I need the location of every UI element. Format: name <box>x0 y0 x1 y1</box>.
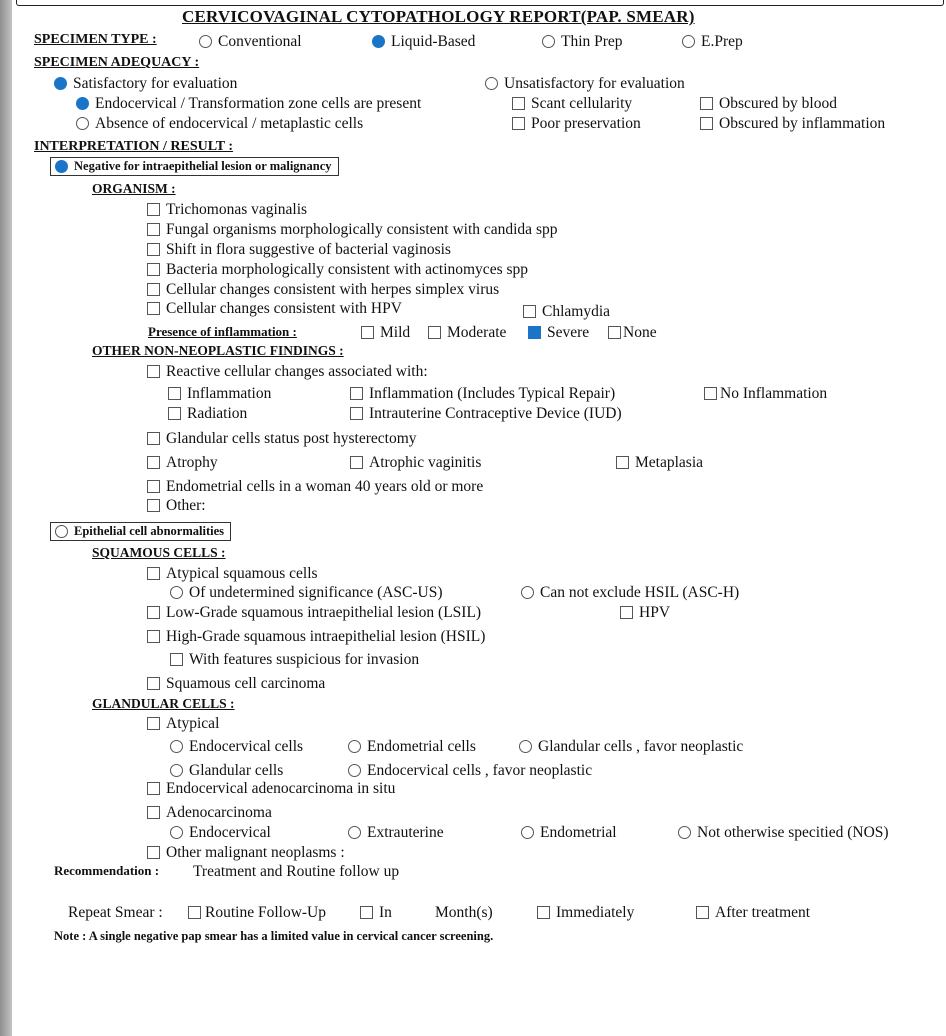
lsil-checkbox[interactable]: Low-Grade squamous intraepithelial lesion (LSIL) <box>147 605 481 621</box>
hpv-changes-checkbox[interactable]: Cellular changes consistent with HPV <box>147 301 402 317</box>
screening-note: Note : A single negative pap smear has a limited value in cervical cancer screening. <box>54 929 494 943</box>
adenocarcinoma-checkbox[interactable]: Adenocarcinoma <box>147 805 272 821</box>
glandular-cells-label: GLANDULAR CELLS : <box>92 696 235 711</box>
interpretation-label: INTERPRETATION / RESULT : <box>34 139 234 154</box>
checkbox-icon <box>147 283 160 296</box>
atypical-squamous-checkbox[interactable]: Atypical squamous cells <box>147 566 318 582</box>
radio-icon <box>485 77 498 90</box>
radio-icon <box>521 586 534 599</box>
after-treatment-checkbox[interactable]: After treatment <box>696 905 810 921</box>
adeno-endometrial-option[interactable]: Endometrial <box>521 825 617 841</box>
checkbox-icon <box>700 97 713 110</box>
obscured-inflammation-checkbox[interactable]: Obscured by inflammation <box>700 116 885 132</box>
adeno-extrauterine-option[interactable]: Extrauterine <box>348 825 444 841</box>
checkbox-icon <box>147 630 160 643</box>
specimen-liquid-based-option[interactable]: Liquid-Based <box>372 34 475 50</box>
checkbox-icon <box>188 906 201 919</box>
radio-icon <box>678 826 691 839</box>
checkbox-icon <box>147 302 160 315</box>
checkbox-icon <box>512 117 525 130</box>
inflammation-repair-checkbox[interactable]: Inflammation (Includes Typical Repair) <box>350 386 615 402</box>
checkbox-icon <box>147 243 160 256</box>
glandular-favor-neoplastic-option[interactable]: Glandular cells , favor neoplastic <box>519 739 743 755</box>
checkbox-icon <box>147 846 160 859</box>
inflammation-severe-checkbox[interactable]: Severe <box>528 325 589 341</box>
adeno-endocervical-option[interactable]: Endocervical <box>170 825 271 841</box>
immediately-checkbox[interactable]: Immediately <box>537 905 634 921</box>
endocervical-favor-neoplastic-option[interactable]: Endocervical cells , favor neoplastic <box>348 763 592 779</box>
hpv-checkbox[interactable]: HPV <box>620 605 670 621</box>
checkbox-icon <box>360 906 373 919</box>
radiation-checkbox[interactable]: Radiation <box>168 406 247 422</box>
months-label: Month(s) <box>435 904 493 921</box>
radio-selected-icon <box>55 160 68 173</box>
radio-icon <box>55 525 68 538</box>
squamous-carcinoma-checkbox[interactable]: Squamous cell carcinoma <box>147 676 325 692</box>
asc-h-option[interactable]: Can not exclude HSIL (ASC-H) <box>521 585 739 601</box>
radio-icon <box>519 740 532 753</box>
inflammation-none-checkbox[interactable]: None <box>608 325 657 341</box>
adenocarcinoma-in-situ-checkbox[interactable]: Endocervical adenocarcinoma in situ <box>147 781 395 797</box>
checkbox-icon <box>147 203 160 216</box>
radio-selected-icon <box>372 35 385 48</box>
radio-icon <box>76 117 89 130</box>
poor-preservation-checkbox[interactable]: Poor preservation <box>512 116 641 132</box>
radio-icon <box>682 35 695 48</box>
inflammation-mild-checkbox[interactable]: Mild <box>361 325 410 341</box>
checkbox-icon <box>537 906 550 919</box>
radio-icon <box>170 826 183 839</box>
checkbox-icon <box>170 653 183 666</box>
repeat-in-checkbox[interactable]: In <box>360 905 392 921</box>
checkbox-icon <box>147 717 160 730</box>
bacterial-vaginosis-checkbox[interactable]: Shift in flora suggestive of bacterial vaginosis <box>147 242 451 258</box>
glandular-cells-option[interactable]: Glandular cells <box>170 763 283 779</box>
reactive-inflammation-checkbox[interactable]: Inflammation <box>168 386 271 402</box>
other-findings-checkbox[interactable]: Other: <box>147 498 206 514</box>
metaplasia-checkbox[interactable]: Metaplasia <box>616 455 703 471</box>
glandular-post-hysterectomy-checkbox[interactable]: Glandular cells status post hysterectomy <box>147 431 417 447</box>
obscured-blood-checkbox[interactable]: Obscured by blood <box>700 96 837 112</box>
checkbox-icon <box>512 97 525 110</box>
atrophic-vaginitis-checkbox[interactable]: Atrophic vaginitis <box>350 455 481 471</box>
radio-icon <box>348 740 361 753</box>
unsatisfactory-option[interactable]: Unsatisfactory for evaluation <box>485 76 685 92</box>
checkbox-icon <box>616 456 629 469</box>
specimen-eprep-option[interactable]: E.Prep <box>682 34 743 50</box>
report-page <box>12 0 946 1036</box>
checkbox-icon <box>704 387 717 400</box>
no-inflammation-checkbox[interactable]: No Inflammation <box>704 386 827 402</box>
chlamydia-checkbox[interactable]: Chlamydia <box>523 304 610 320</box>
checkbox-icon <box>147 456 160 469</box>
actinomyces-checkbox[interactable]: Bacteria morphologically consistent with actinomyces spp <box>147 262 528 278</box>
invasion-checkbox[interactable]: With features suspicious for invasion <box>170 652 419 668</box>
radio-selected-icon <box>54 77 67 90</box>
routine-followup-checkbox[interactable]: Routine Follow-Up <box>188 905 326 921</box>
checkbox-icon <box>147 499 160 512</box>
checkbox-icon <box>361 326 374 339</box>
herpes-checkbox[interactable]: Cellular changes consistent with herpes simplex virus <box>147 282 499 298</box>
trichomonas-checkbox[interactable]: Trichomonas vaginalis <box>147 202 307 218</box>
radio-icon <box>542 35 555 48</box>
header-frame <box>16 0 944 6</box>
radio-icon <box>170 764 183 777</box>
checkbox-icon <box>147 782 160 795</box>
glandular-atypical-checkbox[interactable]: Atypical <box>147 716 219 732</box>
checkbox-checked-icon <box>528 326 541 339</box>
checkbox-icon <box>147 223 160 236</box>
recommendation-label: Recommendation : <box>54 863 160 878</box>
epithelial-abnormalities-option[interactable]: Epithelial cell abnormalities <box>50 522 231 541</box>
iud-checkbox[interactable]: Intrauterine Contraceptive Device (IUD) <box>350 406 622 422</box>
checkbox-icon <box>147 567 160 580</box>
radio-icon <box>170 586 183 599</box>
checkbox-icon <box>350 456 363 469</box>
satisfactory-option[interactable]: Satisfactory for evaluation <box>54 76 237 92</box>
adeno-nos-option[interactable]: Not otherwise specitied (NOS) <box>678 825 889 841</box>
atrophy-checkbox[interactable]: Atrophy <box>147 455 218 471</box>
viewer-shadow <box>0 0 12 1036</box>
other-malignant-checkbox[interactable]: Other malignant neoplasms : <box>147 845 345 861</box>
checkbox-icon <box>147 480 160 493</box>
organism-label: ORGANISM : <box>92 181 176 196</box>
checkbox-icon <box>700 117 713 130</box>
radio-selected-icon <box>76 97 89 110</box>
checkbox-icon <box>523 305 536 318</box>
recommendation-value: Treatment and Routine follow up <box>193 863 400 880</box>
radio-icon <box>348 826 361 839</box>
checkbox-icon <box>147 806 160 819</box>
checkbox-icon <box>147 263 160 276</box>
repeat-smear-label: Repeat Smear : <box>68 904 163 921</box>
specimen-conventional-option[interactable]: Conventional <box>199 34 302 50</box>
asc-us-option[interactable]: Of undetermined significance (ASC-US) <box>170 585 443 601</box>
checkbox-icon <box>168 407 181 420</box>
scant-cellularity-checkbox[interactable]: Scant cellularity <box>512 96 632 112</box>
checkbox-icon <box>350 407 363 420</box>
checkbox-icon <box>608 326 621 339</box>
non-neoplastic-label: OTHER NON-NEOPLASTIC FINDINGS : <box>92 343 344 358</box>
checkbox-icon <box>168 387 181 400</box>
checkbox-icon <box>147 677 160 690</box>
checkbox-icon <box>428 326 441 339</box>
checkbox-icon <box>696 906 709 919</box>
specimen-type-label: SPECIMEN TYPE : <box>34 32 157 47</box>
squamous-cells-label: SQUAMOUS CELLS : <box>92 545 226 560</box>
inflammation-presence-label: Presence of inflammation : <box>148 324 297 339</box>
report-title: CERVICOVAGINAL CYTOPATHOLOGY REPORT(PAP. SMEAR) <box>182 7 695 26</box>
negative-option[interactable]: Negative for intraepithelial lesion or malignancy <box>50 157 339 176</box>
endocervical-absent-option[interactable]: Absence of endocervical / metaplastic cells <box>76 116 363 132</box>
candida-checkbox[interactable]: Fungal organisms morphologically consistent with candida spp <box>147 222 557 238</box>
radio-icon <box>170 740 183 753</box>
checkbox-icon <box>147 432 160 445</box>
radio-icon <box>348 764 361 777</box>
endocervical-cells-option[interactable]: Endocervical cells <box>170 739 303 755</box>
reactive-changes-checkbox[interactable]: Reactive cellular changes associated with: <box>147 364 428 380</box>
endocervical-present-option[interactable]: Endocervical / Transformation zone cells are present <box>76 96 421 112</box>
hsil-checkbox[interactable]: High-Grade squamous intraepithelial lesion (HSIL) <box>147 629 485 645</box>
endometrial-40-checkbox[interactable]: Endometrial cells in a woman 40 years old or more <box>147 479 483 495</box>
radio-icon <box>521 826 534 839</box>
specimen-adequacy-label: SPECIMEN ADEQUACY : <box>34 55 200 70</box>
checkbox-icon <box>350 387 363 400</box>
checkbox-icon <box>147 606 160 619</box>
checkbox-icon <box>620 606 633 619</box>
inflammation-moderate-checkbox[interactable]: Moderate <box>428 325 506 341</box>
radio-icon <box>199 35 212 48</box>
checkbox-icon <box>147 365 160 378</box>
endometrial-cells-option[interactable]: Endometrial cells <box>348 739 476 755</box>
specimen-thin-prep-option[interactable]: Thin Prep <box>542 34 623 50</box>
